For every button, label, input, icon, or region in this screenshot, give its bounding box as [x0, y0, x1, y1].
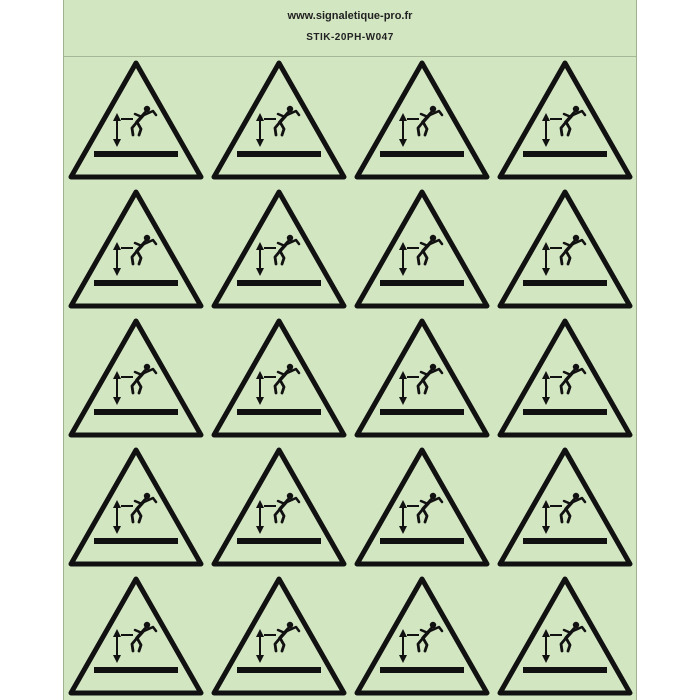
sticker-cell — [64, 56, 207, 185]
sticker-cell — [493, 56, 636, 185]
sheet-header — [64, 0, 636, 57]
fall-hazard-warning-icon — [210, 59, 348, 181]
fall-hazard-warning-icon — [353, 575, 491, 697]
fall-hazard-warning-icon — [496, 188, 634, 310]
fall-hazard-warning-icon — [353, 446, 491, 568]
sticker-cell — [493, 185, 636, 314]
sticker-sheet — [63, 0, 637, 700]
sticker-cell — [207, 571, 350, 700]
fall-hazard-warning-icon — [67, 575, 205, 697]
sticker-cell — [350, 571, 493, 700]
fall-hazard-warning-icon — [210, 575, 348, 697]
sticker-cell — [350, 185, 493, 314]
sticker-cell — [64, 571, 207, 700]
fall-hazard-warning-icon — [496, 446, 634, 568]
fall-hazard-warning-icon — [210, 188, 348, 310]
sticker-cell — [493, 314, 636, 443]
fall-hazard-warning-icon — [67, 446, 205, 568]
website-label: www.signaletique-pro.fr — [287, 10, 413, 22]
sticker-cell — [64, 442, 207, 571]
fall-hazard-warning-icon — [496, 59, 634, 181]
sticker-cell — [207, 442, 350, 571]
sticker-cell — [493, 442, 636, 571]
fall-hazard-warning-icon — [353, 188, 491, 310]
fall-hazard-warning-icon — [210, 446, 348, 568]
sticker-cell — [64, 314, 207, 443]
fall-hazard-warning-icon — [67, 317, 205, 439]
fall-hazard-warning-icon — [353, 317, 491, 439]
sign-grid — [64, 56, 636, 700]
sticker-cell — [207, 56, 350, 185]
fall-hazard-warning-icon — [67, 188, 205, 310]
sticker-cell — [350, 56, 493, 185]
reference-label: STIK-20PH-W047 — [306, 32, 394, 43]
fall-hazard-warning-icon — [353, 59, 491, 181]
fall-hazard-warning-icon — [210, 317, 348, 439]
fall-hazard-warning-icon — [67, 59, 205, 181]
fall-hazard-warning-icon — [496, 317, 634, 439]
sticker-cell — [493, 571, 636, 700]
sticker-cell — [350, 314, 493, 443]
fall-hazard-warning-icon — [496, 575, 634, 697]
sticker-cell — [350, 442, 493, 571]
sticker-cell — [207, 185, 350, 314]
sticker-cell — [64, 185, 207, 314]
sticker-cell — [207, 314, 350, 443]
